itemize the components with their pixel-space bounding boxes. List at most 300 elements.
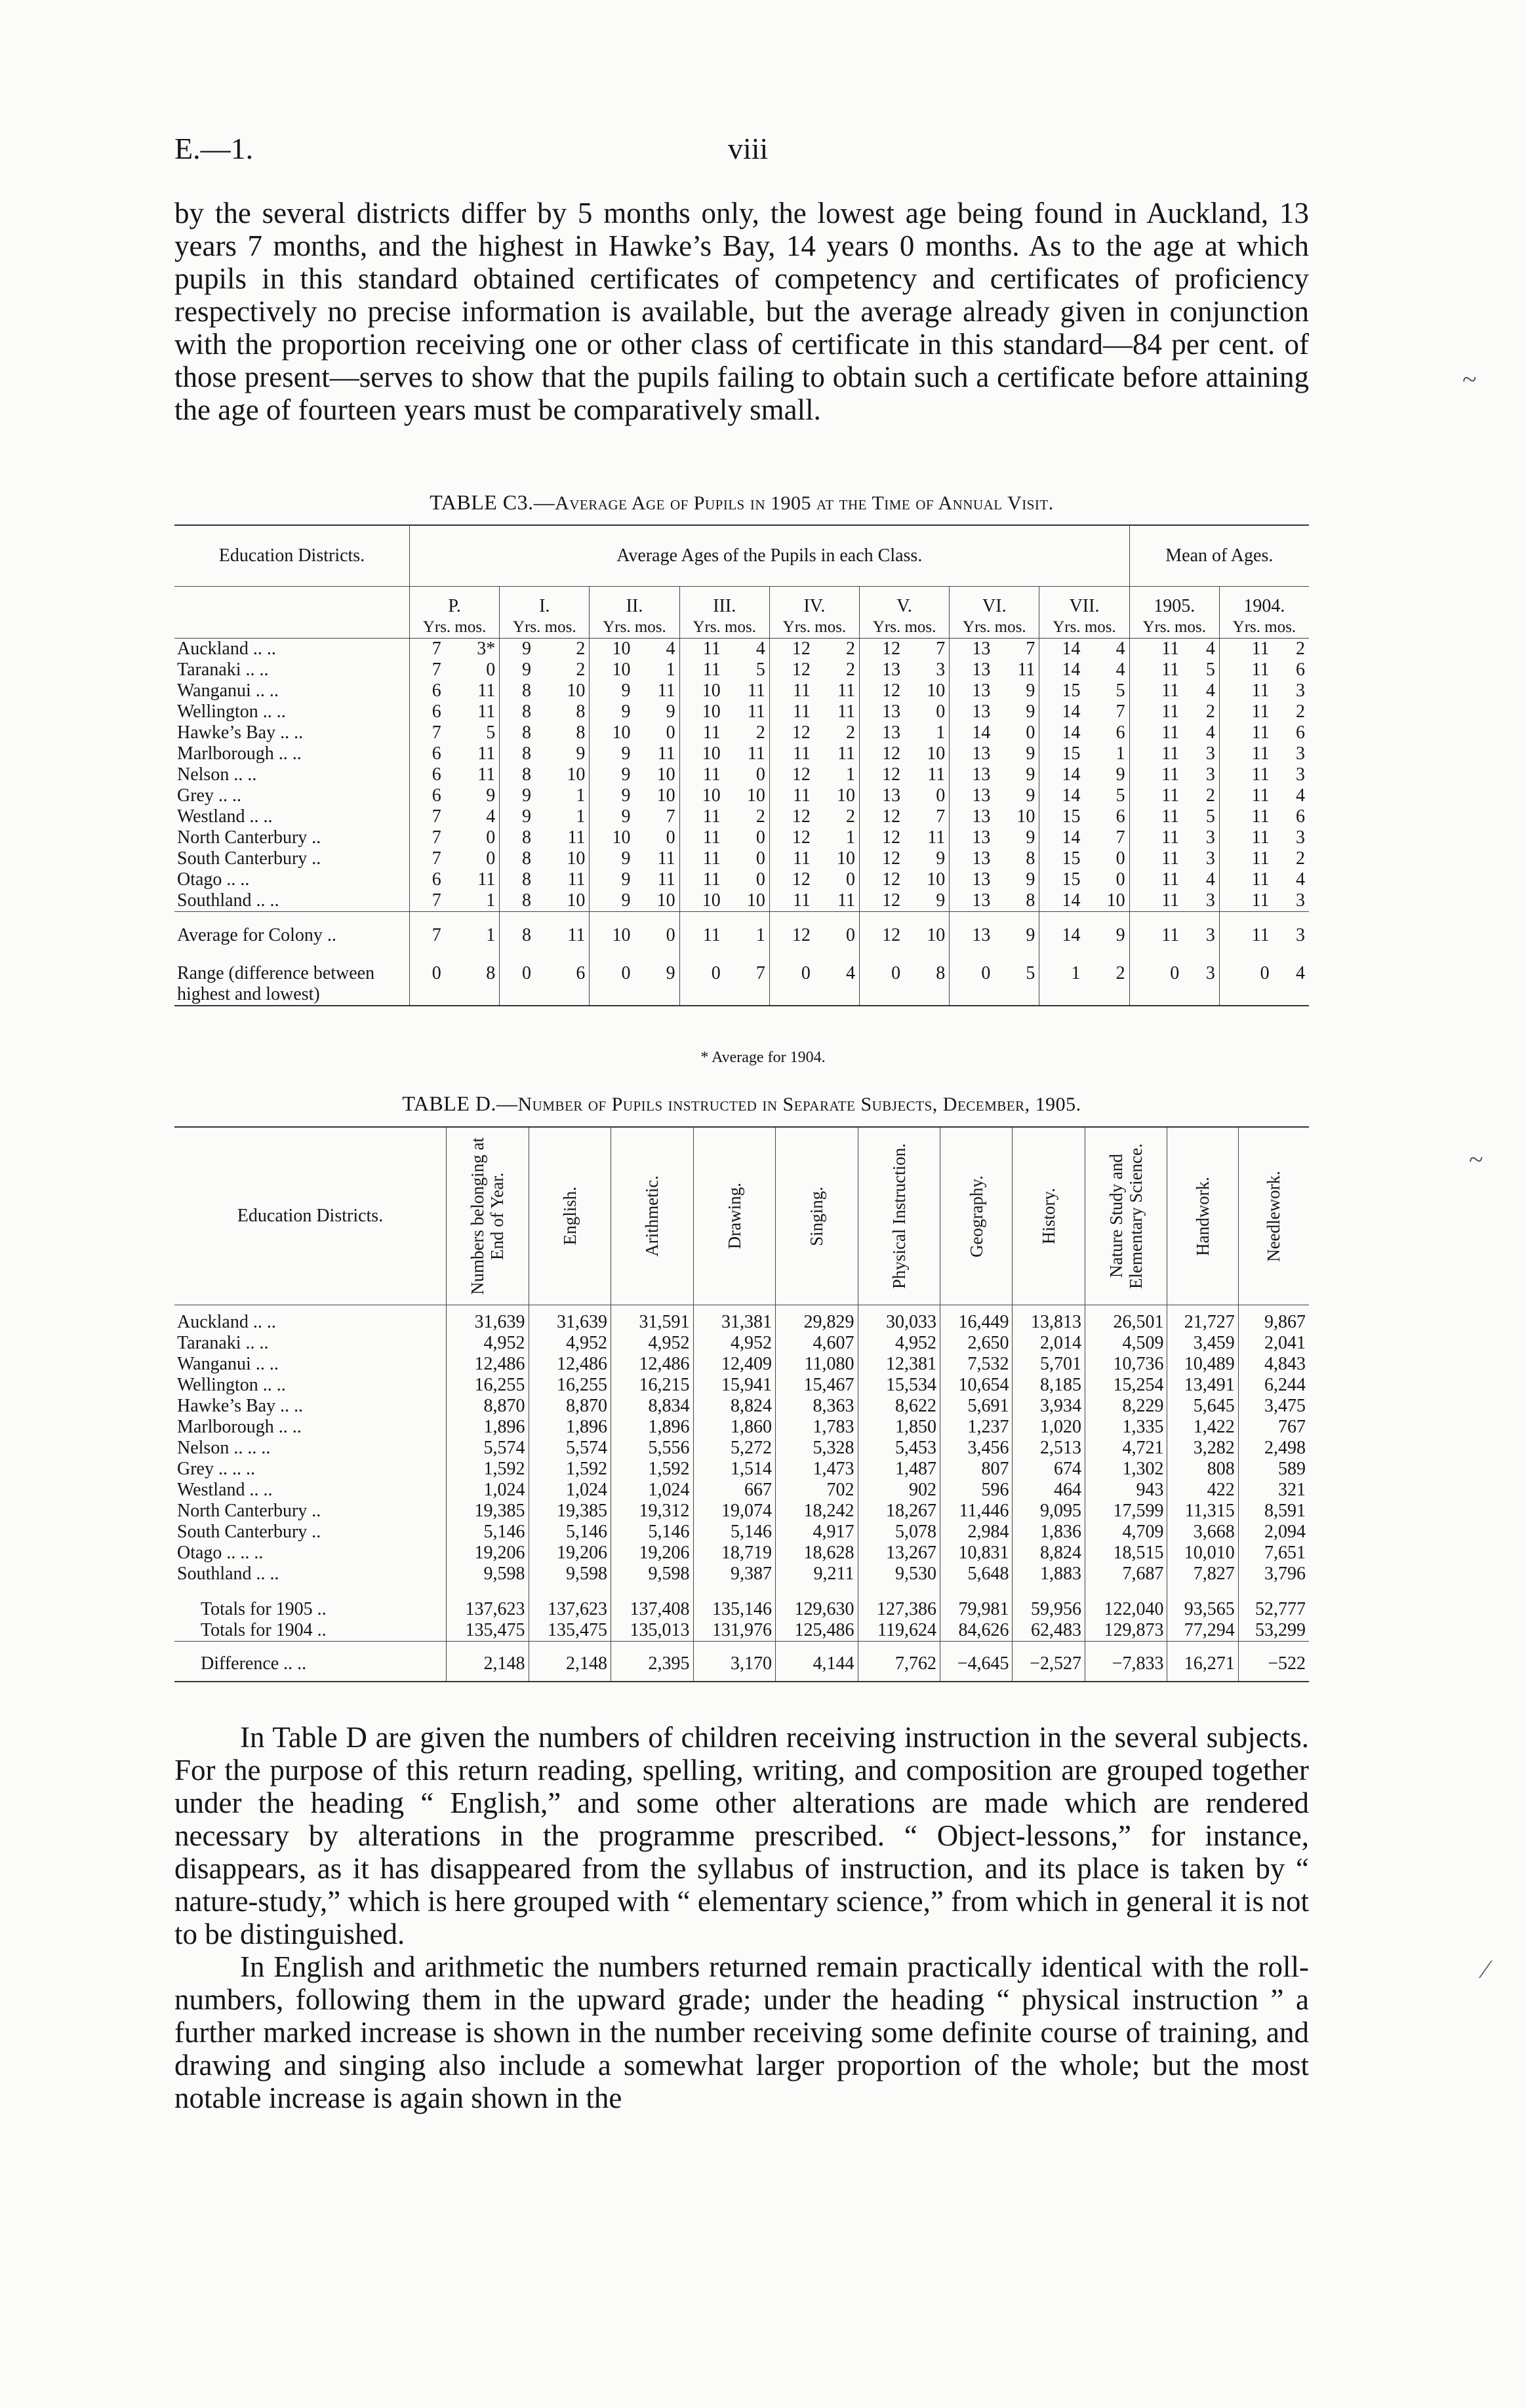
district-name: Hawke’s Bay .. .. bbox=[177, 1396, 304, 1416]
months-value: 3 bbox=[1205, 743, 1215, 764]
pupil-count: 19,385 bbox=[447, 1501, 529, 1522]
months-value: 0 bbox=[666, 722, 675, 743]
pupil-count: 7,532 bbox=[940, 1354, 1013, 1375]
table-row bbox=[174, 912, 1309, 957]
subject-label: Singing. bbox=[807, 1186, 827, 1246]
months-value: 11 bbox=[837, 701, 856, 722]
district-name: Average for Colony .. bbox=[174, 912, 410, 957]
years-value: 15 bbox=[1039, 869, 1085, 890]
months-value: 3 bbox=[1205, 963, 1215, 983]
pupil-count: 62,483 bbox=[1013, 1620, 1085, 1642]
years-value: 11 bbox=[1219, 701, 1273, 722]
pupil-count: −4,645 bbox=[940, 1642, 1013, 1682]
class-column-header: VII. bbox=[1039, 587, 1129, 618]
pupil-count: 11,446 bbox=[940, 1501, 1013, 1522]
months-value: 9 bbox=[1026, 743, 1035, 764]
months-value: 8 bbox=[486, 963, 496, 983]
years-value: 11 bbox=[769, 743, 814, 764]
table-d-caption bbox=[174, 1092, 1309, 1116]
years-value: 10 bbox=[679, 890, 725, 912]
pupil-count: 1,237 bbox=[940, 1417, 1013, 1438]
pupil-count: 5,146 bbox=[529, 1522, 611, 1543]
pupil-count: 15,254 bbox=[1085, 1375, 1167, 1396]
years-value: 12 bbox=[860, 827, 905, 848]
pupil-count: 16,255 bbox=[529, 1375, 611, 1396]
pupil-count: 2,513 bbox=[1013, 1438, 1085, 1459]
years-value: 8 bbox=[500, 764, 535, 785]
years-value: 12 bbox=[860, 912, 905, 957]
years-value: 12 bbox=[860, 806, 905, 827]
pupil-count: 1,896 bbox=[529, 1417, 611, 1438]
years-value: 8 bbox=[500, 827, 535, 848]
pupil-count: 18,267 bbox=[858, 1501, 940, 1522]
months-value: 5 bbox=[1205, 660, 1215, 680]
pupil-count: 135,475 bbox=[529, 1620, 611, 1642]
months-value: 10 bbox=[927, 869, 946, 890]
years-value: 6 bbox=[410, 764, 445, 785]
months-value: 10 bbox=[656, 785, 675, 806]
pupil-count: 13,267 bbox=[858, 1543, 940, 1564]
months-value: 1 bbox=[445, 912, 500, 957]
caption-title: Number of Pupils instructed in Separate Subjects, December, 1905. bbox=[517, 1094, 1081, 1115]
years-value: 13 bbox=[950, 827, 995, 848]
years-value: 12 bbox=[860, 848, 905, 869]
pupil-count: 8,824 bbox=[1013, 1543, 1085, 1564]
months-value: 9 bbox=[936, 890, 946, 911]
months-value: 9 bbox=[1026, 827, 1035, 848]
months-value: 1 bbox=[936, 722, 946, 743]
years-value: 12 bbox=[769, 806, 814, 827]
table-row bbox=[174, 660, 1309, 681]
pupil-count: 3,668 bbox=[1167, 1522, 1238, 1543]
table-row bbox=[174, 639, 1309, 660]
years-value: 14 bbox=[1039, 827, 1085, 848]
months-value: 2 bbox=[755, 806, 765, 827]
months-value: 1 bbox=[576, 785, 586, 806]
months-value: 4 bbox=[1296, 963, 1305, 983]
months-value: 0 bbox=[936, 701, 946, 722]
district-name: Auckland .. .. bbox=[177, 639, 276, 659]
district-name: South Canterbury .. bbox=[177, 1522, 321, 1542]
pupil-count: 8,870 bbox=[447, 1396, 529, 1417]
months-value: 3 bbox=[1296, 890, 1305, 911]
pupil-count: 5,574 bbox=[529, 1438, 611, 1459]
pupil-count: −522 bbox=[1238, 1642, 1309, 1682]
pupil-count: 12,486 bbox=[447, 1354, 529, 1375]
years-value: 13 bbox=[860, 701, 905, 722]
months-value: 10 bbox=[1106, 890, 1125, 911]
years-value: 11 bbox=[1219, 681, 1273, 701]
years-value: 11 bbox=[1219, 639, 1273, 660]
pupil-count: 31,591 bbox=[611, 1305, 694, 1333]
pupil-count: 4,721 bbox=[1085, 1438, 1167, 1459]
class-column-header: V. bbox=[860, 587, 950, 618]
district-name: Nelson .. .. .. bbox=[177, 1438, 271, 1458]
years-value: 0 bbox=[950, 957, 995, 1006]
pupil-count: 1,836 bbox=[1013, 1522, 1085, 1543]
months-value: 11 bbox=[927, 764, 946, 785]
years-value: 7 bbox=[410, 827, 445, 848]
months-value: 2 bbox=[576, 660, 586, 680]
page-number: viii bbox=[728, 132, 769, 165]
subject-column-header bbox=[447, 1127, 529, 1305]
years-value: 6 bbox=[410, 681, 445, 701]
years-value: 9 bbox=[590, 701, 635, 722]
pupil-count: 16,255 bbox=[447, 1375, 529, 1396]
pupil-count: 2,014 bbox=[1013, 1333, 1085, 1354]
pupil-count: 15,467 bbox=[776, 1375, 858, 1396]
pupil-count: 19,312 bbox=[611, 1501, 694, 1522]
months-value: 11 bbox=[747, 743, 765, 764]
pupil-count: 2,041 bbox=[1238, 1333, 1309, 1354]
months-value: 5 bbox=[1115, 681, 1125, 701]
pupil-count: 8,591 bbox=[1238, 1501, 1309, 1522]
years-value: 12 bbox=[860, 743, 905, 764]
years-value: 7 bbox=[410, 890, 445, 912]
pupil-count: 31,639 bbox=[529, 1305, 611, 1333]
pupil-count: −7,833 bbox=[1085, 1642, 1167, 1682]
years-value: 14 bbox=[1039, 785, 1085, 806]
pupil-count: 1,896 bbox=[611, 1417, 694, 1438]
pupil-count: 119,624 bbox=[858, 1620, 940, 1642]
unit-header: Yrs. mos. bbox=[590, 617, 679, 639]
years-value: 11 bbox=[679, 912, 725, 957]
pupil-count: 129,630 bbox=[776, 1585, 858, 1620]
months-value: 2 bbox=[1296, 701, 1305, 722]
months-value: 11 bbox=[477, 701, 496, 722]
years-value: 13 bbox=[950, 806, 995, 827]
months-value: 3 bbox=[1296, 764, 1305, 785]
years-value: 14 bbox=[1039, 639, 1085, 660]
years-value: 13 bbox=[950, 869, 995, 890]
table-row bbox=[174, 1459, 1309, 1480]
district-name: North Canterbury .. bbox=[177, 1501, 321, 1521]
months-value: 0 bbox=[755, 848, 765, 869]
months-value: 6 bbox=[1296, 660, 1305, 680]
pupil-count: 53,299 bbox=[1238, 1620, 1309, 1642]
pupil-count: 5,146 bbox=[693, 1522, 776, 1543]
years-value: 11 bbox=[1129, 701, 1183, 722]
margin-mark: ~ bbox=[1469, 1145, 1483, 1174]
years-value: 9 bbox=[590, 869, 635, 890]
pupil-count: 122,040 bbox=[1085, 1585, 1167, 1620]
years-value: 14 bbox=[1039, 764, 1085, 785]
pupil-count: 8,229 bbox=[1085, 1396, 1167, 1417]
pupil-count: 19,074 bbox=[693, 1501, 776, 1522]
years-value: 7 bbox=[410, 848, 445, 869]
pupil-count: 4,607 bbox=[776, 1333, 858, 1354]
pupil-count: 8,363 bbox=[776, 1396, 858, 1417]
months-value: 7 bbox=[1115, 827, 1125, 848]
years-value: 7 bbox=[410, 660, 445, 681]
pupil-count: 93,565 bbox=[1167, 1585, 1238, 1620]
months-value: 0 bbox=[814, 912, 860, 957]
district-name: Wanganui .. .. bbox=[177, 681, 279, 701]
years-value: 11 bbox=[769, 681, 814, 701]
years-value: 8 bbox=[500, 848, 535, 869]
pupil-count: 4,709 bbox=[1085, 1522, 1167, 1543]
pupil-count: 808 bbox=[1167, 1459, 1238, 1480]
months-value: 1 bbox=[486, 890, 496, 911]
months-value: 10 bbox=[927, 681, 946, 701]
months-value: 10 bbox=[1016, 806, 1035, 827]
pupil-count: 4,144 bbox=[776, 1642, 858, 1682]
months-value: 4 bbox=[1205, 869, 1215, 890]
subject-label: History. bbox=[1039, 1188, 1059, 1244]
years-value: 0 bbox=[1219, 957, 1273, 1006]
table-row bbox=[174, 1417, 1309, 1438]
years-value: 9 bbox=[500, 639, 535, 660]
pupil-count: 702 bbox=[776, 1480, 858, 1501]
paragraph: In Table D are given the numbers of children receiving instruction in the several subjects. For the purpose of this return reading, spelling, writing, and composition are grouped together under the heading “ English,” and some other alterations are made which are rendered necessary by alterations in the programme prescribed. “ Object-lessons,” for instance, disappears, as it has disappeared from the syllabus of instruction, and its place is taken by “ nature-study,” which is here grouped with “ elementary science,” from which in general it is not to be distinguished. bbox=[174, 1721, 1309, 1950]
table-row bbox=[174, 890, 1309, 912]
months-value: 10 bbox=[567, 764, 586, 785]
months-value: 8 bbox=[576, 701, 586, 722]
pupil-count: 3,170 bbox=[693, 1642, 776, 1682]
pupil-count: 16,215 bbox=[611, 1375, 694, 1396]
district-name: Otago .. .. bbox=[177, 869, 250, 890]
table-row bbox=[174, 1354, 1309, 1375]
subject-label: Numbers belonging at End of Year. bbox=[468, 1137, 508, 1295]
years-value: 6 bbox=[410, 869, 445, 890]
years-value: 12 bbox=[769, 660, 814, 681]
unit-header: Yrs. mos. bbox=[1219, 617, 1309, 639]
district-name: Difference .. .. bbox=[174, 1642, 447, 1682]
years-value: 11 bbox=[679, 764, 725, 785]
months-value: 1 bbox=[666, 660, 675, 680]
years-value: 8 bbox=[500, 722, 535, 743]
district-name: Southland .. .. bbox=[177, 1564, 279, 1584]
months-value: 10 bbox=[837, 848, 856, 869]
unit-header: Yrs. mos. bbox=[1039, 617, 1129, 639]
pupil-count: 4,952 bbox=[858, 1333, 940, 1354]
months-value: 3 bbox=[1296, 681, 1305, 701]
months-value: 4 bbox=[1205, 722, 1215, 743]
months-value: 11 bbox=[747, 681, 765, 701]
years-value: 11 bbox=[679, 848, 725, 869]
subject-column-header bbox=[776, 1127, 858, 1305]
years-value: 9 bbox=[590, 848, 635, 869]
years-value: 7 bbox=[410, 806, 445, 827]
years-value: 10 bbox=[590, 912, 635, 957]
col-head-districts: Education Districts. bbox=[174, 525, 410, 587]
subject-label: Geography. bbox=[966, 1175, 986, 1257]
subject-column-header bbox=[611, 1127, 694, 1305]
pupil-count: 8,870 bbox=[529, 1396, 611, 1417]
pupil-count: 1,487 bbox=[858, 1459, 940, 1480]
months-value: 2 bbox=[846, 806, 856, 827]
years-value: 8 bbox=[500, 912, 535, 957]
years-value: 11 bbox=[1129, 764, 1183, 785]
pupil-count: 10,489 bbox=[1167, 1354, 1238, 1375]
months-value: 9 bbox=[1026, 869, 1035, 890]
months-value: 10 bbox=[656, 890, 675, 911]
subject-column-header bbox=[1013, 1127, 1085, 1305]
years-value: 11 bbox=[1219, 827, 1273, 848]
months-value: 11 bbox=[837, 681, 856, 701]
years-value: 0 bbox=[679, 957, 725, 1006]
years-value: 10 bbox=[679, 701, 725, 722]
district-name: Range (difference between highest and lowest) bbox=[177, 963, 375, 1004]
col-head-districts: Education Districts. bbox=[174, 1127, 447, 1305]
months-value: 6 bbox=[1115, 806, 1125, 827]
years-value: 0 bbox=[860, 957, 905, 1006]
months-value: 0 bbox=[666, 827, 675, 848]
table-row bbox=[174, 806, 1309, 827]
years-value: 1 bbox=[1039, 957, 1085, 1006]
table-row bbox=[174, 869, 1309, 890]
years-value: 13 bbox=[950, 912, 995, 957]
months-value: 2 bbox=[846, 639, 856, 659]
months-value: 0 bbox=[1026, 722, 1035, 743]
table-row bbox=[174, 1333, 1309, 1354]
pupil-count: 1,302 bbox=[1085, 1459, 1167, 1480]
years-value: 14 bbox=[1039, 701, 1085, 722]
months-value: 7 bbox=[755, 963, 765, 983]
years-value: 11 bbox=[1219, 785, 1273, 806]
pupil-count: 10,831 bbox=[940, 1543, 1013, 1564]
years-value: 11 bbox=[1129, 848, 1183, 869]
years-value: 8 bbox=[500, 701, 535, 722]
years-value: 11 bbox=[679, 806, 725, 827]
years-value: 14 bbox=[1039, 890, 1085, 912]
months-value: 5 bbox=[486, 722, 496, 743]
pupil-count: 3,475 bbox=[1238, 1396, 1309, 1417]
years-value: 9 bbox=[590, 806, 635, 827]
months-value: 7 bbox=[666, 806, 675, 827]
subject-column-header bbox=[693, 1127, 776, 1305]
pupil-count: 135,146 bbox=[693, 1585, 776, 1620]
months-value: 9 bbox=[1026, 785, 1035, 806]
pupil-count: 11,315 bbox=[1167, 1501, 1238, 1522]
pupil-count: 79,981 bbox=[940, 1585, 1013, 1620]
pupil-count: 9,387 bbox=[693, 1564, 776, 1585]
district-name: North Canterbury .. bbox=[177, 827, 321, 848]
pupil-count: 77,294 bbox=[1167, 1620, 1238, 1642]
pupil-count: 4,843 bbox=[1238, 1354, 1309, 1375]
pupil-count: 8,834 bbox=[611, 1396, 694, 1417]
months-value: 11 bbox=[477, 681, 496, 701]
margin-mark: ⁄ bbox=[1483, 1954, 1488, 1984]
years-value: 13 bbox=[860, 785, 905, 806]
years-value: 0 bbox=[500, 957, 535, 1006]
months-value: 11 bbox=[747, 701, 765, 722]
table-row bbox=[174, 701, 1309, 722]
pupil-count: 137,623 bbox=[529, 1585, 611, 1620]
years-value: 0 bbox=[769, 957, 814, 1006]
separate-subjects-table bbox=[174, 1126, 1309, 1682]
pupil-count: 1,896 bbox=[447, 1417, 529, 1438]
pupil-count: 5,691 bbox=[940, 1396, 1013, 1417]
months-value: 7 bbox=[1026, 639, 1035, 659]
months-value: 6 bbox=[1296, 806, 1305, 827]
discussion-paragraphs bbox=[174, 1721, 1309, 2114]
months-value: 10 bbox=[656, 764, 675, 785]
years-value: 11 bbox=[1129, 660, 1183, 681]
years-value: 15 bbox=[1039, 848, 1085, 869]
years-value: 11 bbox=[1129, 912, 1183, 957]
years-value: 13 bbox=[950, 660, 995, 681]
years-value: 0 bbox=[590, 957, 635, 1006]
table-row bbox=[174, 1620, 1309, 1642]
years-value: 11 bbox=[1129, 639, 1183, 660]
col-head-mean: Mean of Ages. bbox=[1129, 525, 1309, 587]
pupil-count: 1,335 bbox=[1085, 1417, 1167, 1438]
pupil-count: 4,952 bbox=[447, 1333, 529, 1354]
months-value: 7 bbox=[936, 806, 946, 827]
pupil-count: 1,514 bbox=[693, 1459, 776, 1480]
months-value: 4 bbox=[1296, 869, 1305, 890]
months-value: 0 bbox=[486, 848, 496, 869]
class-column-header: VI. bbox=[950, 587, 1039, 618]
years-value: 13 bbox=[950, 890, 995, 912]
pupil-count: 19,206 bbox=[611, 1543, 694, 1564]
years-value: 8 bbox=[500, 869, 535, 890]
years-value: 12 bbox=[769, 722, 814, 743]
pupil-count: 19,206 bbox=[447, 1543, 529, 1564]
years-value: 12 bbox=[860, 869, 905, 890]
pupil-count: 5,328 bbox=[776, 1438, 858, 1459]
months-value: 2 bbox=[755, 722, 765, 743]
pupil-count: 5,453 bbox=[858, 1438, 940, 1459]
years-value: 11 bbox=[1129, 806, 1183, 827]
months-value: 10 bbox=[567, 890, 586, 911]
pupil-count: −2,527 bbox=[1013, 1642, 1085, 1682]
unit-header: Yrs. mos. bbox=[1129, 617, 1219, 639]
months-value: 4 bbox=[1115, 660, 1125, 680]
pupil-count: 5,648 bbox=[940, 1564, 1013, 1585]
months-value: 2 bbox=[846, 722, 856, 743]
months-value: 2 bbox=[1296, 848, 1305, 869]
years-value: 14 bbox=[1039, 722, 1085, 743]
years-value: 11 bbox=[679, 660, 725, 681]
district-name: Southland .. .. bbox=[177, 890, 279, 911]
class-column-header: IV. bbox=[769, 587, 859, 618]
years-value: 11 bbox=[1219, 890, 1273, 912]
table-row bbox=[174, 1522, 1309, 1543]
pupil-count: 1,783 bbox=[776, 1417, 858, 1438]
pupil-count: 3,459 bbox=[1167, 1333, 1238, 1354]
months-value: 11 bbox=[657, 869, 675, 890]
months-value: 7 bbox=[936, 639, 946, 659]
district-name: Totals for 1905 .. bbox=[201, 1599, 327, 1619]
pupil-count: 7,762 bbox=[858, 1642, 940, 1682]
subject-label: Drawing. bbox=[724, 1183, 744, 1250]
pupil-count: 1,592 bbox=[611, 1459, 694, 1480]
pupil-count: 4,509 bbox=[1085, 1333, 1167, 1354]
years-value: 9 bbox=[590, 890, 635, 912]
months-value: 3 bbox=[1274, 912, 1309, 957]
months-value: 11 bbox=[927, 827, 946, 848]
months-value: 8 bbox=[576, 722, 586, 743]
years-value: 12 bbox=[769, 869, 814, 890]
years-value: 12 bbox=[769, 912, 814, 957]
table-row bbox=[174, 957, 1309, 1006]
pupil-count: 5,574 bbox=[447, 1438, 529, 1459]
table-row bbox=[174, 827, 1309, 848]
pupil-count: 7,651 bbox=[1238, 1543, 1309, 1564]
page-code: E.—1. bbox=[174, 132, 254, 165]
years-value: 13 bbox=[950, 701, 995, 722]
pupil-count: 2,148 bbox=[447, 1642, 529, 1682]
months-value: 4 bbox=[1205, 681, 1215, 701]
pupil-count: 1,592 bbox=[447, 1459, 529, 1480]
pupil-count: 127,386 bbox=[858, 1585, 940, 1620]
district-name: Nelson .. .. bbox=[177, 764, 257, 785]
pupil-count: 5,645 bbox=[1167, 1396, 1238, 1417]
months-value: 9 bbox=[666, 963, 675, 983]
months-value: 11 bbox=[1017, 660, 1035, 680]
